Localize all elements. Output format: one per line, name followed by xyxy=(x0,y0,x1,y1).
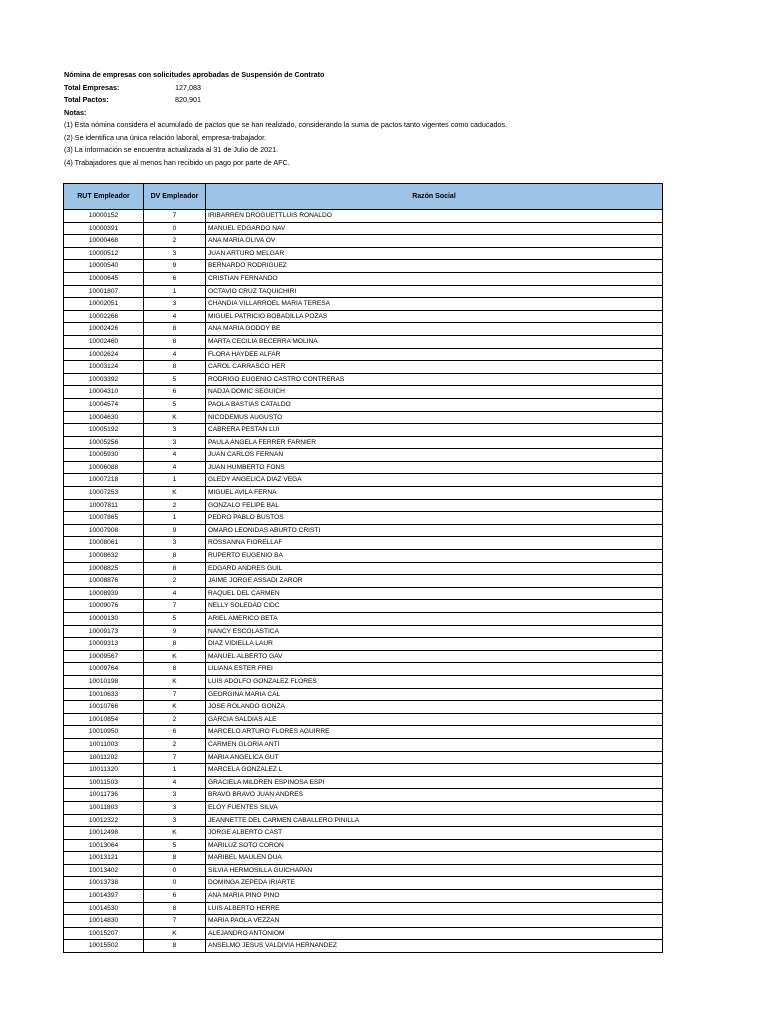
column-header-razon-social: Razón Social xyxy=(206,184,663,210)
rut-cell: 10000512 xyxy=(64,247,144,260)
column-header-rut: RUT Empleador xyxy=(64,184,144,210)
table-row xyxy=(64,600,663,613)
dv-cell: 7 xyxy=(144,210,206,223)
total-empresas-label: Total Empresas: xyxy=(64,82,120,92)
rut-cell: 10010766 xyxy=(64,701,144,714)
table-row xyxy=(64,915,663,928)
razon-social-cell: MIGUEL PATRICIO BOBADILLA POZAS xyxy=(206,310,663,323)
total-empresas-row xyxy=(64,82,507,95)
table-row xyxy=(64,562,663,575)
razon-social-cell: MARTA CECILIA BECERRA MOLINA xyxy=(206,335,663,348)
razon-social-cell: ROSSANNA FIORELLAF xyxy=(206,537,663,550)
rut-cell: 10012498 xyxy=(64,827,144,840)
razon-social-cell: MIGUEL AVILA FERNA xyxy=(206,487,663,500)
rut-cell: 10002051 xyxy=(64,298,144,311)
dv-cell: K xyxy=(144,675,206,688)
rut-cell: 10008061 xyxy=(64,537,144,550)
rut-cell: 10011803 xyxy=(64,801,144,814)
razon-social-cell: RAQUEL DEL CARMEN xyxy=(206,587,663,600)
dv-cell: 0 xyxy=(144,877,206,890)
razon-social-cell: ELOY FUENTES SILVA xyxy=(206,801,663,814)
rut-cell: 10002460 xyxy=(64,335,144,348)
table-row xyxy=(64,726,663,739)
total-empresas-value: 127,083 xyxy=(175,82,201,92)
table-row xyxy=(64,864,663,877)
dv-cell: 4 xyxy=(144,461,206,474)
table-row xyxy=(64,550,663,563)
razon-social-cell: IRIBARREN DROGUETTLUIS RONALDO xyxy=(206,210,663,223)
table-row xyxy=(64,424,663,437)
dv-cell: 8 xyxy=(144,663,206,676)
dv-cell: K xyxy=(144,487,206,500)
table-row xyxy=(64,764,663,777)
table-row xyxy=(64,499,663,512)
razon-social-cell: ANA MARIA GODOY BE xyxy=(206,323,663,336)
razon-social-cell: PAULA ANGELA FERRER FARNIER xyxy=(206,436,663,449)
dv-cell: K xyxy=(144,411,206,424)
table-row xyxy=(64,310,663,323)
razon-social-cell: BERNARDO RODRIGUEZ xyxy=(206,260,663,273)
razon-social-cell: MARIA ANGELICA GUT xyxy=(206,751,663,764)
table-row xyxy=(64,461,663,474)
dv-cell: 6 xyxy=(144,386,206,399)
table-row xyxy=(64,890,663,903)
razon-social-cell: MANUEL EDGARDO NAV xyxy=(206,222,663,235)
dv-cell: 8 xyxy=(144,562,206,575)
razon-social-cell: JUAN CARLOS FERNAN xyxy=(206,449,663,462)
rut-cell: 10000645 xyxy=(64,272,144,285)
razon-social-cell: ARIEL AMERICO BETA xyxy=(206,613,663,626)
dv-cell: 6 xyxy=(144,890,206,903)
rut-cell: 10009130 xyxy=(64,613,144,626)
razon-social-cell: LILIANA ESTER FREI xyxy=(206,663,663,676)
table-row xyxy=(64,487,663,500)
table-row xyxy=(64,575,663,588)
razon-social-cell: NADJA DOMIC SEGUICH xyxy=(206,386,663,399)
razon-social-cell: CRISTIAN FERNANDO xyxy=(206,272,663,285)
dv-cell: 8 xyxy=(144,335,206,348)
table-row xyxy=(64,827,663,840)
rut-cell: 10009313 xyxy=(64,638,144,651)
rut-cell: 10012322 xyxy=(64,814,144,827)
dv-cell: 8 xyxy=(144,902,206,915)
rut-cell: 10002266 xyxy=(64,310,144,323)
razon-social-cell: CABRERA PESTAN LUI xyxy=(206,424,663,437)
dv-cell: 8 xyxy=(144,323,206,336)
table-row xyxy=(64,411,663,424)
table-row xyxy=(64,613,663,626)
rut-cell: 10005256 xyxy=(64,436,144,449)
razon-social-cell: PEDRO PABLO BUSTOS xyxy=(206,512,663,525)
table-row xyxy=(64,688,663,701)
razon-social-cell: DIAZ VIDIELLA LAUR xyxy=(206,638,663,651)
rut-cell: 10009764 xyxy=(64,663,144,676)
rut-cell: 10010854 xyxy=(64,713,144,726)
dv-cell: 6 xyxy=(144,272,206,285)
total-pactos-value: 820,901 xyxy=(175,95,201,104)
dv-cell: 9 xyxy=(144,524,206,537)
razon-social-cell: MANUEL ALBERTO GAV xyxy=(206,650,663,663)
table-row xyxy=(64,210,663,223)
rut-cell: 10000540 xyxy=(64,260,144,273)
rut-cell: 10007865 xyxy=(64,512,144,525)
dv-cell: 3 xyxy=(144,814,206,827)
dv-cell: 4 xyxy=(144,776,206,789)
note-1: (1) Esta nómina considera el acumulado de pactos que se han realizado, considerando la suma de pactos tanto vigentes como caducados. xyxy=(64,120,508,129)
dv-cell: 5 xyxy=(144,398,206,411)
rut-cell: 10007811 xyxy=(64,499,144,512)
razon-social-cell: GARCIA SALDIAS ALE xyxy=(206,713,663,726)
dv-cell: 3 xyxy=(144,537,206,550)
rut-cell: 10005930 xyxy=(64,449,144,462)
table-row xyxy=(64,449,663,462)
dv-cell: K xyxy=(144,927,206,940)
table-row xyxy=(64,474,663,487)
dv-cell: 7 xyxy=(144,600,206,613)
razon-social-cell: EDGARD ANDRES GUIL xyxy=(206,562,663,575)
rut-cell: 10004574 xyxy=(64,398,144,411)
razon-social-cell: ALEJANDRO ANTONIOM xyxy=(206,927,663,940)
table-row xyxy=(64,398,663,411)
rut-cell: 10000391 xyxy=(64,222,144,235)
table-row xyxy=(64,789,663,802)
dv-cell: 5 xyxy=(144,373,206,386)
table-row xyxy=(64,701,663,714)
dv-cell: 4 xyxy=(144,449,206,462)
table-row xyxy=(64,713,663,726)
rut-cell: 10000152 xyxy=(64,210,144,223)
table-row xyxy=(64,852,663,865)
dv-cell: 2 xyxy=(144,713,206,726)
total-pactos-label: Total Pactos: xyxy=(64,95,109,104)
table-row xyxy=(64,272,663,285)
razon-social-cell: OCTAVIO CRUZ TAQUICHIRI xyxy=(206,285,663,298)
table-row xyxy=(64,625,663,638)
rut-cell: 10013064 xyxy=(64,839,144,852)
razon-social-cell: LUIS ADOLFO GONZALEZ FLORES xyxy=(206,675,663,688)
rut-cell: 10014830 xyxy=(64,915,144,928)
table-row xyxy=(64,927,663,940)
column-header-dv: DV Empleador xyxy=(144,184,206,210)
table-row xyxy=(64,285,663,298)
table-row xyxy=(64,260,663,273)
table-row xyxy=(64,512,663,525)
razon-social-cell: DOMINGA ZEPEDA IRIARTE xyxy=(206,877,663,890)
razon-social-cell: JUAN HUMBERTO FONS xyxy=(206,461,663,474)
rut-cell: 10013738 xyxy=(64,877,144,890)
razon-social-cell: PAOLA BASTIAS CATALDO xyxy=(206,398,663,411)
rut-cell: 10011202 xyxy=(64,751,144,764)
note-4: (4) Trabajadores que al menos han recibido un pago por parte de AFC. xyxy=(64,157,290,167)
dv-cell: 8 xyxy=(144,852,206,865)
razon-social-cell: RUPERTO EUGENIO BA xyxy=(206,550,663,563)
table-row xyxy=(64,902,663,915)
dv-cell: 7 xyxy=(144,915,206,928)
note-3: (3) La información se encuentra actualizada al 31 de Julio de 2021. xyxy=(64,145,279,154)
dv-cell: 2 xyxy=(144,235,206,248)
dv-cell: 5 xyxy=(144,839,206,852)
razon-social-cell: GONZALO FELIPE BAL xyxy=(206,499,663,512)
dv-cell: 3 xyxy=(144,247,206,260)
dv-cell: 2 xyxy=(144,575,206,588)
rut-cell: 10009076 xyxy=(64,600,144,613)
rut-cell: 10014530 xyxy=(64,902,144,915)
dv-cell: 4 xyxy=(144,587,206,600)
razon-social-cell: NICODEMUS AUGUSTO xyxy=(206,411,663,424)
dv-cell: 1 xyxy=(144,764,206,777)
rut-cell: 10003392 xyxy=(64,373,144,386)
rut-cell: 10004310 xyxy=(64,386,144,399)
rut-cell: 10004630 xyxy=(64,411,144,424)
rut-cell: 10007218 xyxy=(64,474,144,487)
razon-social-cell: SILVIA HERMOSILLA GUICHAPAN xyxy=(206,864,663,877)
table-row xyxy=(64,247,663,260)
table-row xyxy=(64,650,663,663)
dv-cell: 8 xyxy=(144,550,206,563)
razon-social-cell: MARILUZ SOTO CORON xyxy=(206,839,663,852)
report-title: Nómina de empresas con solicitudes aprobadas de Suspensión de Contrato xyxy=(64,70,325,79)
notas-label: Notas: xyxy=(64,107,87,117)
dv-cell: 7 xyxy=(144,751,206,764)
dv-cell: 4 xyxy=(144,348,206,361)
dv-cell: 2 xyxy=(144,738,206,751)
rut-cell: 10011320 xyxy=(64,764,144,777)
table-row xyxy=(64,323,663,336)
table-row xyxy=(64,839,663,852)
dv-cell: 1 xyxy=(144,285,206,298)
table-row xyxy=(64,877,663,890)
razon-social-cell: JEANNETTE DEL CARMEN CABALLERO PINILLA xyxy=(206,814,663,827)
report-header xyxy=(64,69,507,169)
rut-cell: 10002624 xyxy=(64,348,144,361)
table-header-row xyxy=(64,184,663,210)
razon-social-cell: CAROL CARRASCO HER xyxy=(206,361,663,374)
razon-social-cell: GEORGINA MARIA CAL xyxy=(206,688,663,701)
rut-cell: 10008876 xyxy=(64,575,144,588)
dv-cell: 7 xyxy=(144,688,206,701)
table-row xyxy=(64,738,663,751)
table-row xyxy=(64,663,663,676)
rut-cell: 10015207 xyxy=(64,927,144,940)
razon-social-cell: FLORA HAYDEE ALFAR xyxy=(206,348,663,361)
dv-cell: K xyxy=(144,701,206,714)
table-row xyxy=(64,524,663,537)
table-row xyxy=(64,373,663,386)
rut-cell: 10015502 xyxy=(64,940,144,953)
razon-social-cell: JUAN ARTURO MELGAR xyxy=(206,247,663,260)
table-row xyxy=(64,638,663,651)
rut-cell: 10005192 xyxy=(64,424,144,437)
razon-social-cell: CHANDIA VILLARROEL MARIA TERESA xyxy=(206,298,663,311)
razon-social-cell: RODRIGO EUGENIO CASTRO CONTRERAS xyxy=(206,373,663,386)
dv-cell: 1 xyxy=(144,512,206,525)
rut-cell: 10011503 xyxy=(64,776,144,789)
rut-cell: 10010950 xyxy=(64,726,144,739)
rut-cell: 10009567 xyxy=(64,650,144,663)
rut-cell: 10009173 xyxy=(64,625,144,638)
rut-cell: 10000468 xyxy=(64,235,144,248)
rut-cell: 10008825 xyxy=(64,562,144,575)
total-pactos-row xyxy=(64,94,507,107)
razon-social-cell: NELLY SOLEDAD CIDC xyxy=(206,600,663,613)
dv-cell: K xyxy=(144,650,206,663)
rut-cell: 10002426 xyxy=(64,323,144,336)
table-row xyxy=(64,436,663,449)
table-row xyxy=(64,940,663,953)
razon-social-cell: MARCELO ARTURO FLORES AGUIRRE xyxy=(206,726,663,739)
dv-cell: 3 xyxy=(144,298,206,311)
razon-social-cell: JORGE ALBERTO CAST xyxy=(206,827,663,840)
rut-cell: 10008939 xyxy=(64,587,144,600)
dv-cell: 6 xyxy=(144,726,206,739)
dv-cell: 0 xyxy=(144,864,206,877)
table-row xyxy=(64,335,663,348)
table-row xyxy=(64,751,663,764)
razon-social-cell: NANCY ESCOLASTICA xyxy=(206,625,663,638)
dv-cell: K xyxy=(144,827,206,840)
razon-social-cell: GLEDY ANGELICA DIAZ VEGA xyxy=(206,474,663,487)
table-row xyxy=(64,386,663,399)
dv-cell: 8 xyxy=(144,638,206,651)
table-row xyxy=(64,361,663,374)
dv-cell: 9 xyxy=(144,260,206,273)
dv-cell: 5 xyxy=(144,613,206,626)
dv-cell: 3 xyxy=(144,801,206,814)
razon-social-cell: MARIA PAOLA VEZZAN xyxy=(206,915,663,928)
table-row xyxy=(64,537,663,550)
rut-cell: 10006088 xyxy=(64,461,144,474)
dv-cell: 3 xyxy=(144,789,206,802)
razon-social-cell: OMARO LEONIDAS ABURTO CRISTI xyxy=(206,524,663,537)
rut-cell: 10011736 xyxy=(64,789,144,802)
rut-cell: 10001807 xyxy=(64,285,144,298)
dv-cell: 8 xyxy=(144,940,206,953)
rut-cell: 10013121 xyxy=(64,852,144,865)
rut-cell: 10003124 xyxy=(64,361,144,374)
dv-cell: 4 xyxy=(144,310,206,323)
rut-cell: 10014397 xyxy=(64,890,144,903)
table-row xyxy=(64,801,663,814)
dv-cell: 3 xyxy=(144,436,206,449)
rut-cell: 10008632 xyxy=(64,550,144,563)
razon-social-cell: MARCELA GONZALEZ L xyxy=(206,764,663,777)
table-row xyxy=(64,222,663,235)
razon-social-cell: ANSELMO JESUS VALDIVIA HERNANDEZ xyxy=(206,940,663,953)
rut-cell: 10007908 xyxy=(64,524,144,537)
razon-social-cell: LUIS ALBERTO HERRE xyxy=(206,902,663,915)
table-row xyxy=(64,675,663,688)
dv-cell: 1 xyxy=(144,474,206,487)
empresas-table xyxy=(63,183,663,953)
razon-social-cell: JOSE ROLANDO GONZA xyxy=(206,701,663,714)
table-row xyxy=(64,298,663,311)
dv-cell: 0 xyxy=(144,222,206,235)
razon-social-cell: MARIBEL MAULEN DUA xyxy=(206,852,663,865)
table-row xyxy=(64,235,663,248)
table-body xyxy=(64,210,663,953)
rut-cell: 10007253 xyxy=(64,487,144,500)
rut-cell: 10010633 xyxy=(64,688,144,701)
table-row xyxy=(64,776,663,789)
razon-social-cell: ANA MARIA PINO PINO xyxy=(206,890,663,903)
table-row xyxy=(64,348,663,361)
rut-cell: 10013402 xyxy=(64,864,144,877)
note-2: (2) Se identifica una única relación laboral, empresa-trabajador. xyxy=(64,132,267,142)
dv-cell: 3 xyxy=(144,424,206,437)
razon-social-cell: CARMEN GLORIA ANTI xyxy=(206,738,663,751)
razon-social-cell: JAIME JORGE ASSADI ZAROR xyxy=(206,575,663,588)
rut-cell: 10011003 xyxy=(64,738,144,751)
rut-cell: 10010198 xyxy=(64,675,144,688)
dv-cell: 9 xyxy=(144,625,206,638)
table-row xyxy=(64,814,663,827)
razon-social-cell: BRAVO BRAVO JUAN ANDRES xyxy=(206,789,663,802)
razon-social-cell: ANA MARIA OLIVA OV xyxy=(206,235,663,248)
razon-social-cell: GRACIELA MILDREN ESPINOSA ESPI xyxy=(206,776,663,789)
dv-cell: 8 xyxy=(144,361,206,374)
table-row xyxy=(64,587,663,600)
dv-cell: 2 xyxy=(144,499,206,512)
